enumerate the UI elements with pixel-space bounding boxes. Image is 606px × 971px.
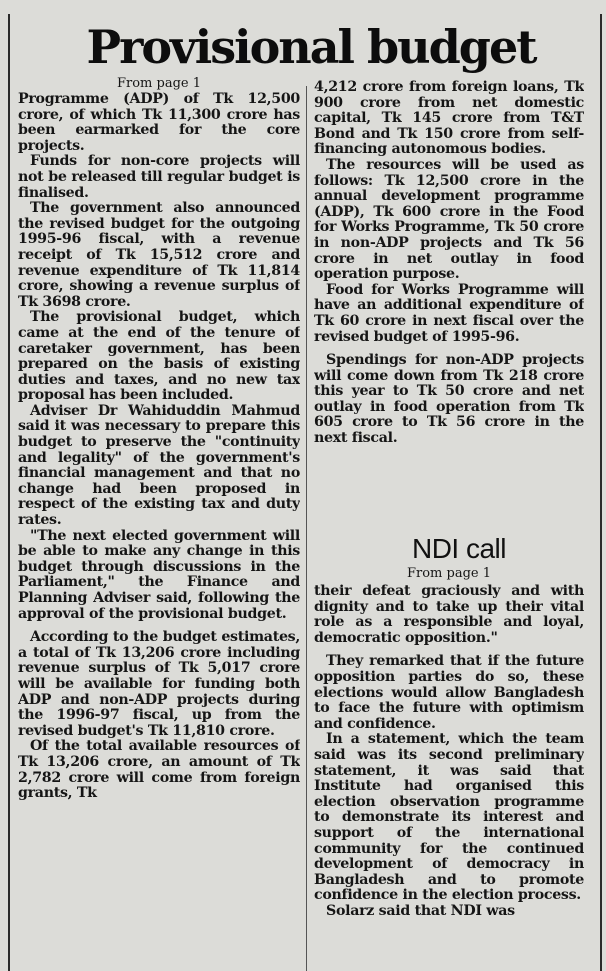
byline-left: From page 1 <box>116 76 201 91</box>
paragraph: Of the total available resources of Tk 13,206 crore, an amount of Tk 2,782 crore will come from foreign grants, Tk <box>18 738 300 802</box>
paragraph: Funds for non-core projects will not be released till regular budget is finalised. <box>18 153 300 201</box>
paragraph: 4,212 crore from foreign loans, Tk 900 crore from net domestic capital, Tk 145 crore from T&T Bond and Tk 150 crore from self-financing autonomous bodies. <box>314 80 584 158</box>
paragraph: The provisional budget, which came at the end of the tenure of caretaker government, has been prepared on the basis of existing duties and taxes, and no new tax proposal has been included. <box>18 309 300 404</box>
paragraph: In a statement, which the team said was its second preliminary statement, it was said that Institute had organised this election observation programme to demonstrate its interest and support of the international community for the continued development of democracy in Bangladesh and to promote confidence in the election process. <box>314 731 584 904</box>
right-border-rule <box>600 14 602 971</box>
headline: Provisional budget <box>86 20 536 74</box>
paragraph: Adviser Dr Wahiduddin Mahmud said it was necessary to prepare this budget to preserve the "continuity and legality" of the government's financial management and that no change had been proposed in respect of the existing tax and duty rates. <box>18 402 300 529</box>
paragraph: Spendings for non-ADP projects will come down from Tk 218 crore this year to Tk 50 crore and net outlay in food operation from Tk 605 crore to Tk 56 crore in the next fiscal. <box>314 352 584 447</box>
left-column <box>18 76 300 971</box>
byline-right: From page 1 <box>406 566 491 581</box>
subhead-ndi-call: NDI call <box>411 533 506 564</box>
paragraph: Food for Works Programme will have an additional expenditure of Tk 60 crore in next fiscal over the revised budget of 1995-96. <box>314 281 584 345</box>
right-column-top <box>314 80 584 535</box>
right-column-bottom <box>314 566 584 971</box>
paragraph: their defeat graciously and with dignity and to take up their vital role as a responsible and loyal, democratic opposition." <box>314 583 584 646</box>
column-divider <box>306 86 307 971</box>
paragraph: The government also announced the revised budget for the outgoing 1995-96 fiscal, with a revenue receipt of Tk 15,512 crore and revenue expenditure of Tk 11,814 crore, showing a revenue surplus of Tk 3698 crore. <box>18 200 300 310</box>
paragraph: Programme (ADP) of Tk 12,500 crore, of which Tk 11,300 crore has been earmarked for the core projects. <box>18 91 300 154</box>
left-border-rule <box>8 14 10 971</box>
paragraph: The resources will be used as follows: Tk 12,500 crore in the annual development programme (ADP), Tk 600 crore in the Food for Works Programme, Tk 50 crore in non-ADP projects and Tk 56 crore in net outlay in food operation purpose. <box>314 156 584 283</box>
paragraph: According to the budget estimates, a total of Tk 13,206 crore including revenue surplus of Tk 5,017 crore will be available for funding both ADP and non-ADP projects during the 1996-97 fiscal, up from the revised budget's Tk 11,810 crore. <box>18 629 300 739</box>
paragraph: "The next elected government will be able to make any change in this budget through discussions in the Parliament," the Finance and Planning Adviser said, following the approval of the provisional budget. <box>18 527 300 622</box>
paragraph: They remarked that if the future opposition parties do so, these elections would allow Bangladesh to face the future with optimism and confidence. <box>314 653 584 732</box>
paragraph: Solarz said that NDI was <box>326 902 515 919</box>
